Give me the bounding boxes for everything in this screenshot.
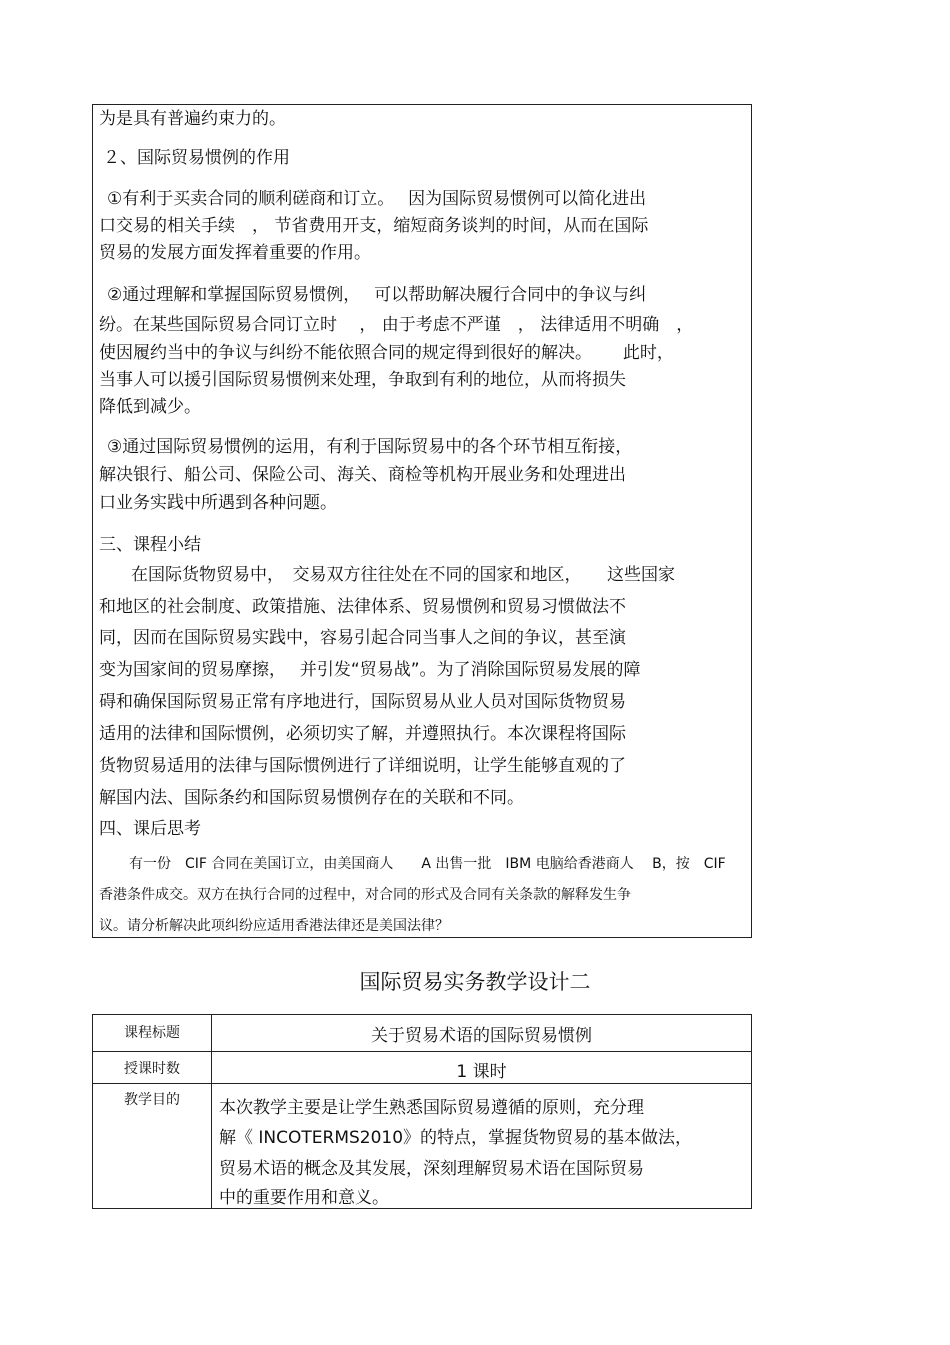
objective-line: 本次教学主要是让学生熟悉国际贸易遵循的原则，充分理 (219, 1098, 644, 1118)
text-line: 和地区的社会制度、政策措施、法律体系、贸易惯例和贸易习惯做法不 (99, 597, 626, 617)
section-heading: 三、课程小结 (99, 535, 201, 555)
text-line: 有一份 CIF 合同在美国订立，由美国商人 A 出售一批 IBM 电脑给香港商人 B，按 CIF (129, 856, 726, 872)
text-line: 使因履约当中的争议与纠纷不能依照合同的规定得到很好的解决。 此时， (99, 343, 674, 363)
text-line: 货物贸易适用的法律与国际惯例进行了详细说明，让学生能够直观的了 (99, 756, 626, 776)
objective-label: 教学目的 (124, 1092, 180, 1108)
text-line: 口业务实践中所遇到各种问题。 (99, 493, 337, 513)
text-line: 变为国家间的贸易摩擦， 并引发“贸易战”。为了消除国际贸易发展的障 (99, 660, 641, 680)
document-title: 国际贸易实务教学设计二 (359, 970, 591, 994)
text-line: 纷。在某些国际贸易合同订立时 ， 由于考虑不严谨 ， 法律适用不明确 ， (99, 315, 694, 335)
row-divider (93, 1083, 751, 1084)
text-line: 降低到减少。 (99, 397, 201, 417)
section-heading: 四、课后思考 (99, 819, 201, 839)
course-info-table (92, 1014, 752, 1209)
text-line: 当事人可以援引国际贸易惯例来处理，争取到有利的地位，从而将损失 (99, 370, 626, 390)
course-title-label: 课程标题 (124, 1025, 180, 1041)
objective-line: 解《 INCOTERMS2010》的特点，掌握货物贸易的基本做法， (219, 1128, 693, 1148)
course-title-value: 关于贸易术语的国际贸易惯例 (371, 1026, 592, 1046)
text-line: ①有利于买卖合同的顺利磋商和订立。 因为国际贸易惯例可以简化进出 (107, 189, 647, 209)
text-line: 解国内法、国际条约和国际贸易惯例存在的关联和不同。 (99, 788, 524, 808)
text-line: 口交易的相关手续 ， 节省费用开支，缩短商务谈判的时间，从而在国际 (99, 216, 649, 236)
objective-line: 贸易术语的概念及其发展，深刻理解贸易术语在国际贸易 (219, 1159, 644, 1179)
hours-value: 1 课时 (456, 1062, 507, 1082)
text-line: 在国际货物贸易中， 交易双方往往处在不同的国家和地区， 这些国家 (131, 565, 675, 585)
text-line: 适用的法律和国际惯例，必须切实了解，并遵照执行。本次课程将国际 (99, 724, 626, 744)
text-line: 碍和确保国际贸易正常有序地进行，国际贸易从业人员对国际货物贸易 (99, 692, 626, 712)
text-line: 解决银行、船公司、保险公司、海关、商检等机构开展业务和处理进出 (99, 465, 626, 485)
text-line: 同，因而在国际贸易实践中，容易引起合同当事人之间的争议，甚至演 (99, 628, 626, 648)
text-line: 为是具有普遍约束力的。 (99, 109, 286, 129)
continuation-content-box (92, 104, 752, 938)
hours-label: 授课时数 (124, 1061, 180, 1077)
text-line: ②通过理解和掌握国际贸易惯例， 可以帮助解决履行合同中的争议与纠 (107, 285, 647, 305)
text-line: 香港条件成交。双方在执行合同的过程中，对合同的形式及合同有关条款的解释发生争 (99, 887, 631, 903)
objective-line: 中的重要作用和意义。 (219, 1188, 389, 1208)
text-line: 贸易的发展方面发挥着重要的作用。 (99, 243, 371, 263)
section-heading: ２、国际贸易惯例的作用 (103, 148, 290, 168)
row-divider (93, 1051, 751, 1052)
text-line: ③通过国际贸易惯例的运用，有利于国际贸易中的各个环节相互衔接， (107, 437, 633, 457)
text-line: 议。请分析解决此项纠纷应适用香港法律还是美国法律？ (99, 918, 449, 934)
